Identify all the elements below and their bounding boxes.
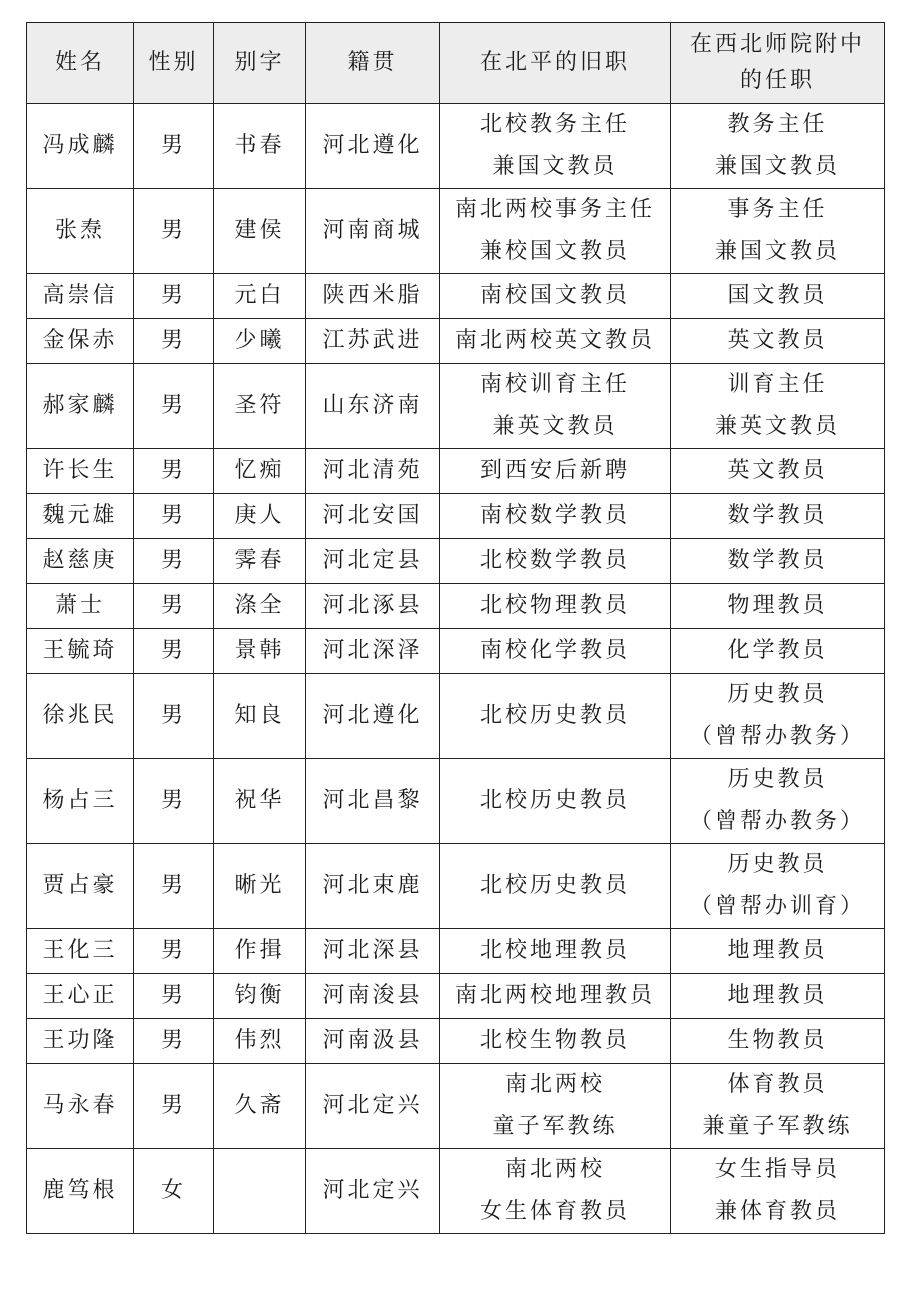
table-row	[27, 844, 885, 929]
cell-old-post-line: 兼英文教员	[492, 414, 618, 439]
cell-old-post-line: 北校教务主任	[479, 112, 630, 137]
cell-old-post	[440, 1019, 671, 1064]
cell-old-post-line: 兼校国文教员	[479, 239, 630, 264]
table-row	[27, 674, 885, 759]
cell-new-post	[671, 189, 885, 274]
table-row	[27, 759, 885, 844]
cell-new-post	[671, 1149, 885, 1234]
cell-name: 王毓琦	[27, 629, 134, 674]
cell-alias: 少曦	[214, 319, 306, 364]
cell-new-post-line: 事务主任	[727, 197, 828, 222]
cell-new-post	[671, 1019, 885, 1064]
cell-new-post-line: 地理教员	[727, 983, 828, 1008]
cell-alias: 涤全	[214, 584, 306, 629]
cell-new-post-line: 数学教员	[727, 548, 828, 573]
cell-gender: 男	[134, 319, 214, 364]
cell-gender: 男	[134, 844, 214, 929]
cell-origin: 河北昌黎	[306, 759, 440, 844]
cell-new-post-line: 兼国文教员	[714, 154, 840, 179]
cell-alias: 圣符	[214, 364, 306, 449]
cell-new-post-line: （曾帮办教务）	[689, 809, 865, 834]
header-gender: 性别	[134, 23, 214, 104]
cell-new-post-line: 训育主任	[727, 372, 828, 397]
cell-name: 高崇信	[27, 274, 134, 319]
cell-old-post	[440, 629, 671, 674]
cell-gender: 男	[134, 494, 214, 539]
cell-old-post	[440, 759, 671, 844]
cell-old-post	[440, 539, 671, 584]
cell-new-post-line: 英文教员	[727, 458, 828, 483]
cell-origin: 河北安国	[306, 494, 440, 539]
cell-origin: 江苏武进	[306, 319, 440, 364]
table-row	[27, 629, 885, 674]
cell-name: 杨占三	[27, 759, 134, 844]
cell-new-post-line: 兼童子军教练	[702, 1114, 853, 1139]
cell-old-post-line: 南北两校	[504, 1157, 605, 1182]
cell-alias	[214, 1149, 306, 1234]
cell-new-post	[671, 844, 885, 929]
table-row	[27, 1019, 885, 1064]
cell-old-post	[440, 449, 671, 494]
cell-alias: 久斋	[214, 1064, 306, 1149]
cell-new-post-line: 物理教员	[727, 593, 828, 618]
cell-origin: 陕西米脂	[306, 274, 440, 319]
cell-alias: 景韩	[214, 629, 306, 674]
cell-old-post-line: 童子军教练	[492, 1114, 618, 1139]
cell-new-post-line: 国文教员	[727, 283, 828, 308]
cell-alias: 作揖	[214, 929, 306, 974]
cell-origin: 河南浚县	[306, 974, 440, 1019]
cell-new-post-line: 历史教员	[727, 767, 828, 792]
cell-gender: 男	[134, 674, 214, 759]
cell-new-post-line: 英文教员	[727, 328, 828, 353]
cell-old-post-line: 北校历史教员	[479, 703, 630, 728]
cell-new-post	[671, 449, 885, 494]
cell-old-post-line: 南校训育主任	[479, 372, 630, 397]
cell-name: 冯成麟	[27, 104, 134, 189]
header-origin: 籍贯	[306, 23, 440, 104]
table-row	[27, 319, 885, 364]
cell-name: 郝家麟	[27, 364, 134, 449]
cell-new-post-line: 数学教员	[727, 503, 828, 528]
cell-gender: 男	[134, 629, 214, 674]
cell-gender: 男	[134, 929, 214, 974]
cell-old-post	[440, 274, 671, 319]
cell-old-post-line: 南北两校	[504, 1072, 605, 1097]
cell-origin: 河北遵化	[306, 674, 440, 759]
cell-name: 王功隆	[27, 1019, 134, 1064]
cell-old-post-line: 北校历史教员	[479, 873, 630, 898]
cell-gender: 女	[134, 1149, 214, 1234]
staff-table	[26, 22, 885, 1234]
cell-name: 马永春	[27, 1064, 134, 1149]
cell-new-post	[671, 104, 885, 189]
table-body	[27, 104, 885, 1234]
cell-old-post-line: 兼国文教员	[492, 154, 618, 179]
cell-alias: 晰光	[214, 844, 306, 929]
table-row	[27, 364, 885, 449]
cell-old-post	[440, 584, 671, 629]
header-old-post: 在北平的旧职	[440, 23, 671, 104]
cell-name: 魏元雄	[27, 494, 134, 539]
table-row	[27, 189, 885, 274]
cell-old-post	[440, 929, 671, 974]
cell-origin: 河北束鹿	[306, 844, 440, 929]
table-row	[27, 539, 885, 584]
cell-new-post	[671, 759, 885, 844]
cell-old-post-line: 南校数学教员	[479, 503, 630, 528]
cell-old-post-line: 北校生物教员	[479, 1028, 630, 1053]
table-row	[27, 449, 885, 494]
cell-alias: 忆痴	[214, 449, 306, 494]
table-row	[27, 929, 885, 974]
cell-new-post	[671, 974, 885, 1019]
cell-new-post-line: 化学教员	[727, 638, 828, 663]
cell-origin: 河北遵化	[306, 104, 440, 189]
cell-name: 贾占豪	[27, 844, 134, 929]
header-name: 姓名	[27, 23, 134, 104]
cell-origin: 河北定兴	[306, 1064, 440, 1149]
cell-old-post-line: 南北两校地理教员	[454, 983, 655, 1008]
cell-new-post-line: 生物教员	[727, 1028, 828, 1053]
table-row	[27, 1149, 885, 1234]
table-row	[27, 974, 885, 1019]
cell-origin: 河北定兴	[306, 1149, 440, 1234]
cell-gender: 男	[134, 449, 214, 494]
cell-alias: 知良	[214, 674, 306, 759]
cell-new-post	[671, 929, 885, 974]
cell-name: 鹿笃根	[27, 1149, 134, 1234]
cell-old-post-line: 南北两校事务主任	[454, 197, 655, 222]
cell-old-post	[440, 104, 671, 189]
cell-origin: 河北深县	[306, 929, 440, 974]
cell-gender: 男	[134, 274, 214, 319]
cell-origin: 河南汲县	[306, 1019, 440, 1064]
cell-new-post	[671, 494, 885, 539]
cell-alias: 钧衡	[214, 974, 306, 1019]
cell-new-post-line: 女生指导员	[714, 1157, 840, 1182]
cell-alias: 书春	[214, 104, 306, 189]
cell-new-post-line: 兼体育教员	[714, 1199, 840, 1224]
cell-old-post	[440, 674, 671, 759]
cell-new-post	[671, 319, 885, 364]
cell-new-post-line: 历史教员	[727, 682, 828, 707]
cell-name: 萧士	[27, 584, 134, 629]
cell-gender: 男	[134, 364, 214, 449]
cell-gender: 男	[134, 584, 214, 629]
header-new-post-line: 在西北师院附中	[689, 32, 865, 57]
cell-new-post-line: 教务主任	[727, 112, 828, 137]
cell-name: 许长生	[27, 449, 134, 494]
cell-old-post	[440, 844, 671, 929]
cell-new-post-line: （曾帮办教务）	[689, 724, 865, 749]
cell-new-post	[671, 629, 885, 674]
cell-gender: 男	[134, 1019, 214, 1064]
header-row	[27, 23, 885, 104]
cell-old-post	[440, 319, 671, 364]
cell-new-post	[671, 674, 885, 759]
cell-origin: 河北定县	[306, 539, 440, 584]
cell-origin: 河北深泽	[306, 629, 440, 674]
cell-new-post-line: 体育教员	[727, 1072, 828, 1097]
table-row	[27, 584, 885, 629]
table-row	[27, 494, 885, 539]
cell-old-post	[440, 189, 671, 274]
cell-name: 王心正	[27, 974, 134, 1019]
cell-gender: 男	[134, 104, 214, 189]
cell-gender: 男	[134, 189, 214, 274]
cell-name: 金保赤	[27, 319, 134, 364]
cell-new-post	[671, 274, 885, 319]
cell-old-post	[440, 494, 671, 539]
cell-new-post-line: 地理教员	[727, 938, 828, 963]
cell-new-post	[671, 364, 885, 449]
cell-origin: 山东济南	[306, 364, 440, 449]
cell-origin: 河北清苑	[306, 449, 440, 494]
cell-old-post	[440, 364, 671, 449]
table-row	[27, 274, 885, 319]
cell-gender: 男	[134, 1064, 214, 1149]
cell-gender: 男	[134, 539, 214, 584]
cell-old-post-line: 北校数学教员	[479, 548, 630, 573]
cell-old-post-line: 北校历史教员	[479, 788, 630, 813]
cell-old-post	[440, 1149, 671, 1234]
table-row	[27, 104, 885, 189]
cell-alias: 庚人	[214, 494, 306, 539]
cell-old-post-line: 到西安后新聘	[479, 458, 630, 483]
cell-alias: 霁春	[214, 539, 306, 584]
cell-old-post-line: 女生体育教员	[479, 1199, 630, 1224]
cell-new-post-line: 兼英文教员	[714, 414, 840, 439]
cell-new-post	[671, 1064, 885, 1149]
cell-name: 徐兆民	[27, 674, 134, 759]
cell-old-post-line: 南校化学教员	[479, 638, 630, 663]
cell-origin: 河北涿县	[306, 584, 440, 629]
cell-gender: 男	[134, 974, 214, 1019]
cell-old-post-line: 南北两校英文教员	[454, 328, 655, 353]
cell-new-post-line: 兼国文教员	[714, 239, 840, 264]
cell-new-post	[671, 539, 885, 584]
header-alias: 别字	[214, 23, 306, 104]
cell-name: 赵慈庚	[27, 539, 134, 584]
cell-alias: 伟烈	[214, 1019, 306, 1064]
cell-old-post-line: 北校物理教员	[479, 593, 630, 618]
cell-new-post-line: （曾帮办训育）	[689, 894, 865, 919]
cell-gender: 男	[134, 759, 214, 844]
cell-new-post	[671, 584, 885, 629]
cell-alias: 元白	[214, 274, 306, 319]
cell-old-post	[440, 1064, 671, 1149]
cell-old-post-line: 南校国文教员	[479, 283, 630, 308]
cell-name: 王化三	[27, 929, 134, 974]
cell-alias: 祝华	[214, 759, 306, 844]
table-header	[27, 23, 885, 104]
cell-old-post	[440, 974, 671, 1019]
cell-name: 张焘	[27, 189, 134, 274]
cell-alias: 建侯	[214, 189, 306, 274]
cell-new-post-line: 历史教员	[727, 852, 828, 877]
cell-origin: 河南商城	[306, 189, 440, 274]
header-new-post	[671, 23, 885, 104]
header-new-post-line: 的任职	[739, 68, 815, 93]
cell-old-post-line: 北校地理教员	[479, 938, 630, 963]
table-row	[27, 1064, 885, 1149]
